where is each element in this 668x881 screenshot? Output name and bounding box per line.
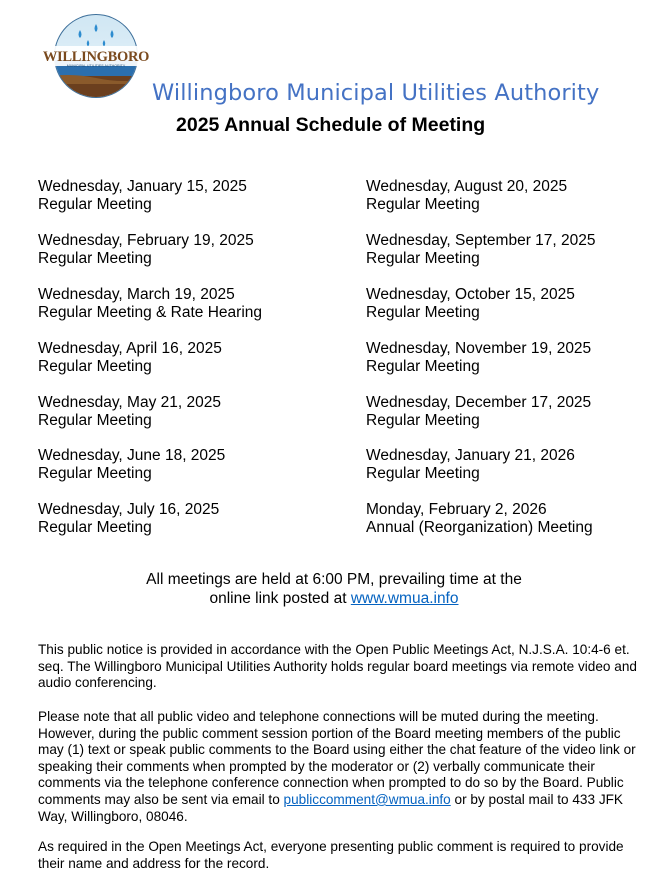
willingboro-logo [40, 12, 152, 100]
meeting-entry [366, 447, 575, 482]
meeting-type: Regular Meeting [366, 411, 480, 429]
meeting-date: Wednesday, October 15, 2025 [366, 286, 575, 303]
meeting-date: Wednesday, May 21, 2025 [38, 394, 221, 411]
meeting-type: Regular Meeting [38, 518, 152, 536]
paragraph-public-notice: This public notice is provided in accordance with the Open Public Meetings Act, N.J.S.A. 10:4-6 et. seq. The Willingboro Municipal Utilities Authority holds regular board meetings via remote video and audio conferencing. [38, 642, 637, 691]
website-link[interactable]: www.wmua.info [350, 589, 459, 607]
meeting-time-notice [0, 571, 668, 608]
notice-line-2 [0, 590, 668, 609]
meeting-entry [38, 178, 247, 213]
meeting-type: Annual (Reorganization) Meeting [366, 518, 593, 536]
meeting-date: Wednesday, July 16, 2025 [38, 501, 220, 518]
meeting-date: Wednesday, June 18, 2025 [38, 447, 226, 464]
meeting-date: Wednesday, April 16, 2025 [38, 340, 222, 357]
meeting-type: Regular Meeting & Rate Hearing [38, 303, 263, 321]
meeting-entry [366, 178, 567, 213]
meeting-entry [366, 232, 596, 267]
meeting-date: Wednesday, February 19, 2025 [38, 232, 254, 249]
meeting-entry [38, 286, 262, 321]
notice-line-1: All meetings are held at 6:00 PM, prevailing time at the [146, 571, 522, 588]
meeting-entry [366, 286, 575, 321]
meeting-entry [38, 447, 225, 482]
paragraph-public-comment [38, 709, 638, 825]
meeting-entry [38, 394, 221, 429]
meeting-type: Regular Meeting [38, 195, 152, 213]
meeting-date: Wednesday, December 17, 2025 [366, 394, 592, 411]
meeting-entry [366, 394, 591, 429]
notice-line-2-text: online link posted at [209, 589, 351, 607]
meeting-type: Regular Meeting [38, 249, 152, 267]
meeting-date: Wednesday, August 20, 2025 [366, 178, 568, 195]
meeting-entry [38, 232, 254, 267]
logo-wordmark: WILLINGBORO [42, 49, 150, 65]
public-comment-email-link[interactable]: publiccomment@wmua.info [283, 791, 451, 807]
meeting-date: Wednesday, March 19, 2025 [38, 286, 235, 303]
meeting-type: Regular Meeting [38, 411, 152, 429]
schedule-title: 2025 Annual Schedule of Meeting [176, 114, 486, 136]
meeting-type: Regular Meeting [366, 195, 480, 213]
paragraph-name-address: As required in the Open Meetings Act, everyone presenting public comment is required to provide their name and address for the record. [38, 839, 624, 871]
meeting-date: Monday, February 2, 2026 [366, 501, 547, 518]
org-title: Willingboro Municipal Utilities Authority [152, 80, 600, 106]
meeting-entry [38, 340, 222, 375]
meeting-date: Wednesday, January 15, 2025 [38, 178, 247, 195]
meeting-type: Regular Meeting [366, 249, 480, 267]
public-comment-text-end: or by postal mail to 433 JFK Way, Willingboro, 08046. [38, 791, 623, 824]
meeting-type: Regular Meeting [38, 464, 152, 482]
meeting-date: Wednesday, November 19, 2025 [366, 340, 592, 357]
meeting-type: Regular Meeting [366, 464, 480, 482]
meeting-type: Regular Meeting [366, 303, 480, 321]
meeting-entry [38, 501, 219, 536]
meeting-type: Regular Meeting [38, 357, 152, 375]
meeting-entry [366, 501, 593, 536]
public-comment-text: Please note that all public video and telephone connections will be muted during the meeting. However, during the public comment session portion of the Board meeting members of the public may (1) text or speak public comments to the Board using either the chat feature of the video link or speaking their comments when prompted by the moderator or (2) verbally communicate their comments via the telephone conference connection when prompted to do so by the Board. Public comments may also be sent via email to [38, 709, 636, 807]
meeting-type: Regular Meeting [366, 357, 480, 375]
meeting-entry [366, 340, 591, 375]
meeting-date: Wednesday, January 21, 2026 [366, 447, 575, 464]
logo-subtext: MUNICIPAL UTILITIES AUTHORITY [66, 64, 126, 68]
meeting-date: Wednesday, September 17, 2025 [366, 232, 596, 249]
